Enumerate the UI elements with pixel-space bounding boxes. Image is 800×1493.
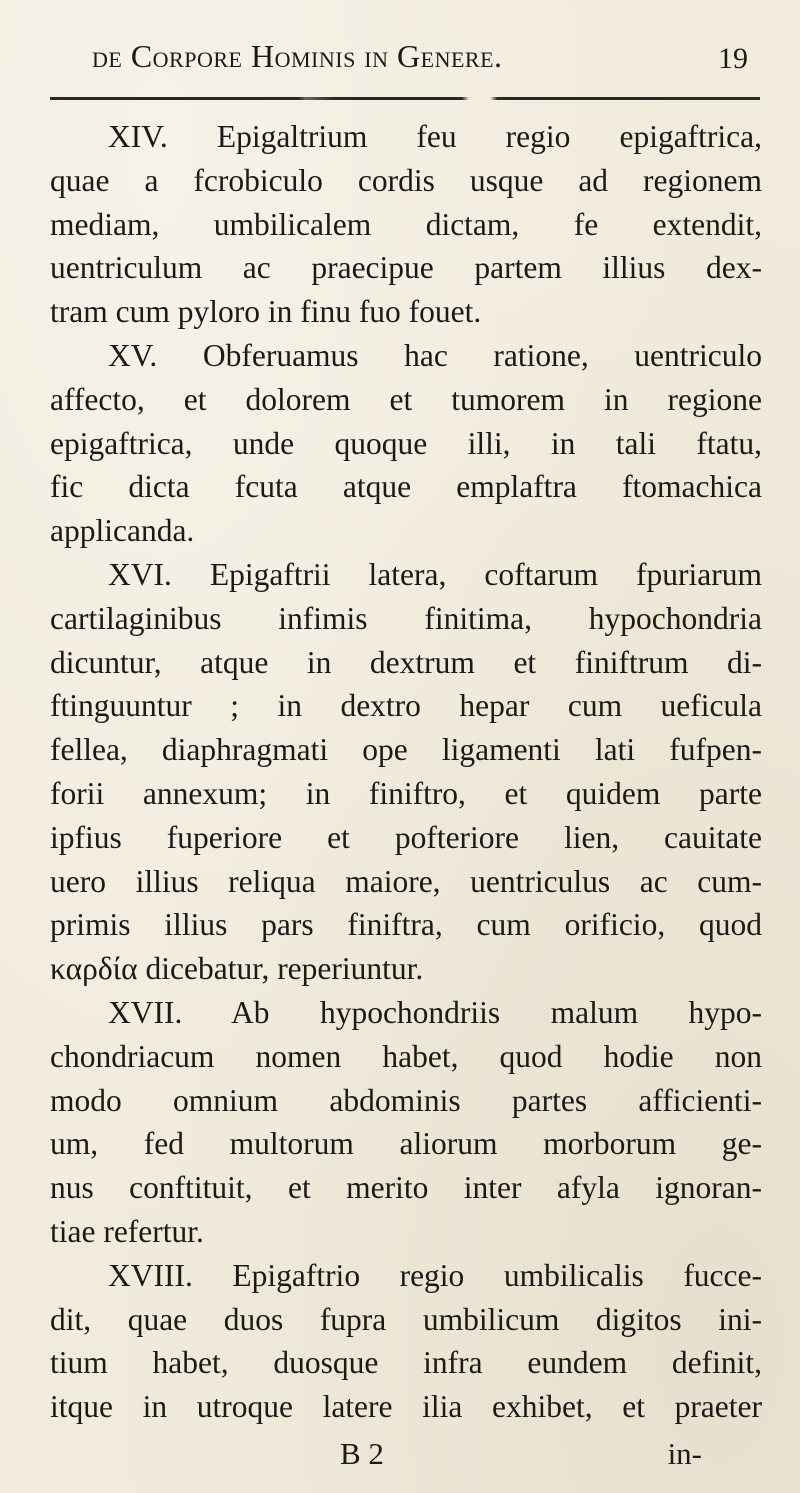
- text-line: καρδία dicebatur, reperiuntur.: [50, 951, 424, 987]
- page-number: 19: [718, 42, 748, 75]
- text-line: modo omnium abdominis partes afficienti-: [50, 1082, 762, 1118]
- text-line: cartilaginibus infimis finitima, hypochondria: [50, 600, 762, 636]
- text-line: XVIII. Epigaftrio regio umbilicalis fucce-: [108, 1257, 762, 1293]
- paragraph-xvi: [50, 553, 762, 991]
- text-line: ftinguuntur ; in dextro hepar cum ueficula: [50, 688, 762, 724]
- text-line: XV. Obferuamus hac ratione, uentriculo: [108, 337, 762, 373]
- running-title: [92, 38, 503, 75]
- text-line: XVI. Epigaftrii latera, coftarum fpuriarum: [108, 556, 762, 592]
- paragraph-xv: [50, 334, 762, 553]
- text-line: dicuntur, atque in dextrum et finiftrum di-: [50, 644, 762, 680]
- text-line: quae a fcrobiculo cordis usque ad regionem: [50, 162, 762, 198]
- paragraph-xiv: [50, 115, 762, 334]
- catchword: in-: [667, 1436, 702, 1471]
- running-title-main: Corpore Hominis in Genere.: [130, 38, 503, 74]
- text-line: itque in utroque latere ilia exhibet, et praeter: [50, 1389, 762, 1425]
- text-line: fellea, diaphragmati ope ligamenti lati fufpen-: [50, 732, 762, 768]
- paragraph-xvii: [50, 991, 762, 1254]
- text-line: XVII. Ab hypochondriis malum hypo-: [108, 994, 762, 1030]
- text-line: applicanda.: [50, 513, 195, 549]
- text-line: dit, quae duos fupra umbilicum digitos ini-: [50, 1301, 762, 1337]
- catchline: [50, 1436, 762, 1480]
- signature-mark: B 2: [340, 1436, 384, 1471]
- body-text: [50, 115, 762, 1429]
- text-line: chondriacum nomen habet, quod hodie non: [50, 1038, 762, 1074]
- text-line: affecto, et dolorem et tumorem in regione: [50, 381, 762, 417]
- text-line: XIV. Epigaltrium feu regio epigaftrica,: [108, 119, 762, 154]
- text-line: uero illius reliqua maiore, uentriculus ac cum-: [50, 863, 762, 899]
- text-line: uentriculum ac praecipue partem illius dex-: [50, 250, 762, 286]
- text-line: epigaftrica, unde quoque illi, in tali ftatu,: [50, 425, 762, 461]
- text-line: ipfius fuperiore et pofteriore lien, cauitate: [50, 819, 762, 855]
- running-head: [92, 38, 750, 98]
- text-line: forii annexum; in finiftro, et quidem parte: [50, 775, 762, 811]
- text-line: tiae refertur.: [50, 1213, 204, 1249]
- text-line: um, fed multorum aliorum morborum ge-: [50, 1126, 762, 1162]
- text-line: fic dicta fcuta atque emplaftra ftomachica: [50, 469, 762, 505]
- text-line: mediam, umbilicalem dictam, fe extendit,: [50, 206, 762, 242]
- text-line: primis illius pars finiftra, cum orificio, quod: [50, 907, 762, 943]
- paragraph-xviii: [50, 1254, 762, 1429]
- running-title-prefix: de: [92, 38, 123, 74]
- text-line: tram cum pyloro in finu fuo fouet.: [50, 294, 482, 330]
- header-rule: [50, 97, 760, 100]
- text-line: nus conftituit, et merito inter afyla ignoran-: [50, 1170, 762, 1206]
- text-line: tium habet, duosque infra eundem definit,: [50, 1345, 762, 1381]
